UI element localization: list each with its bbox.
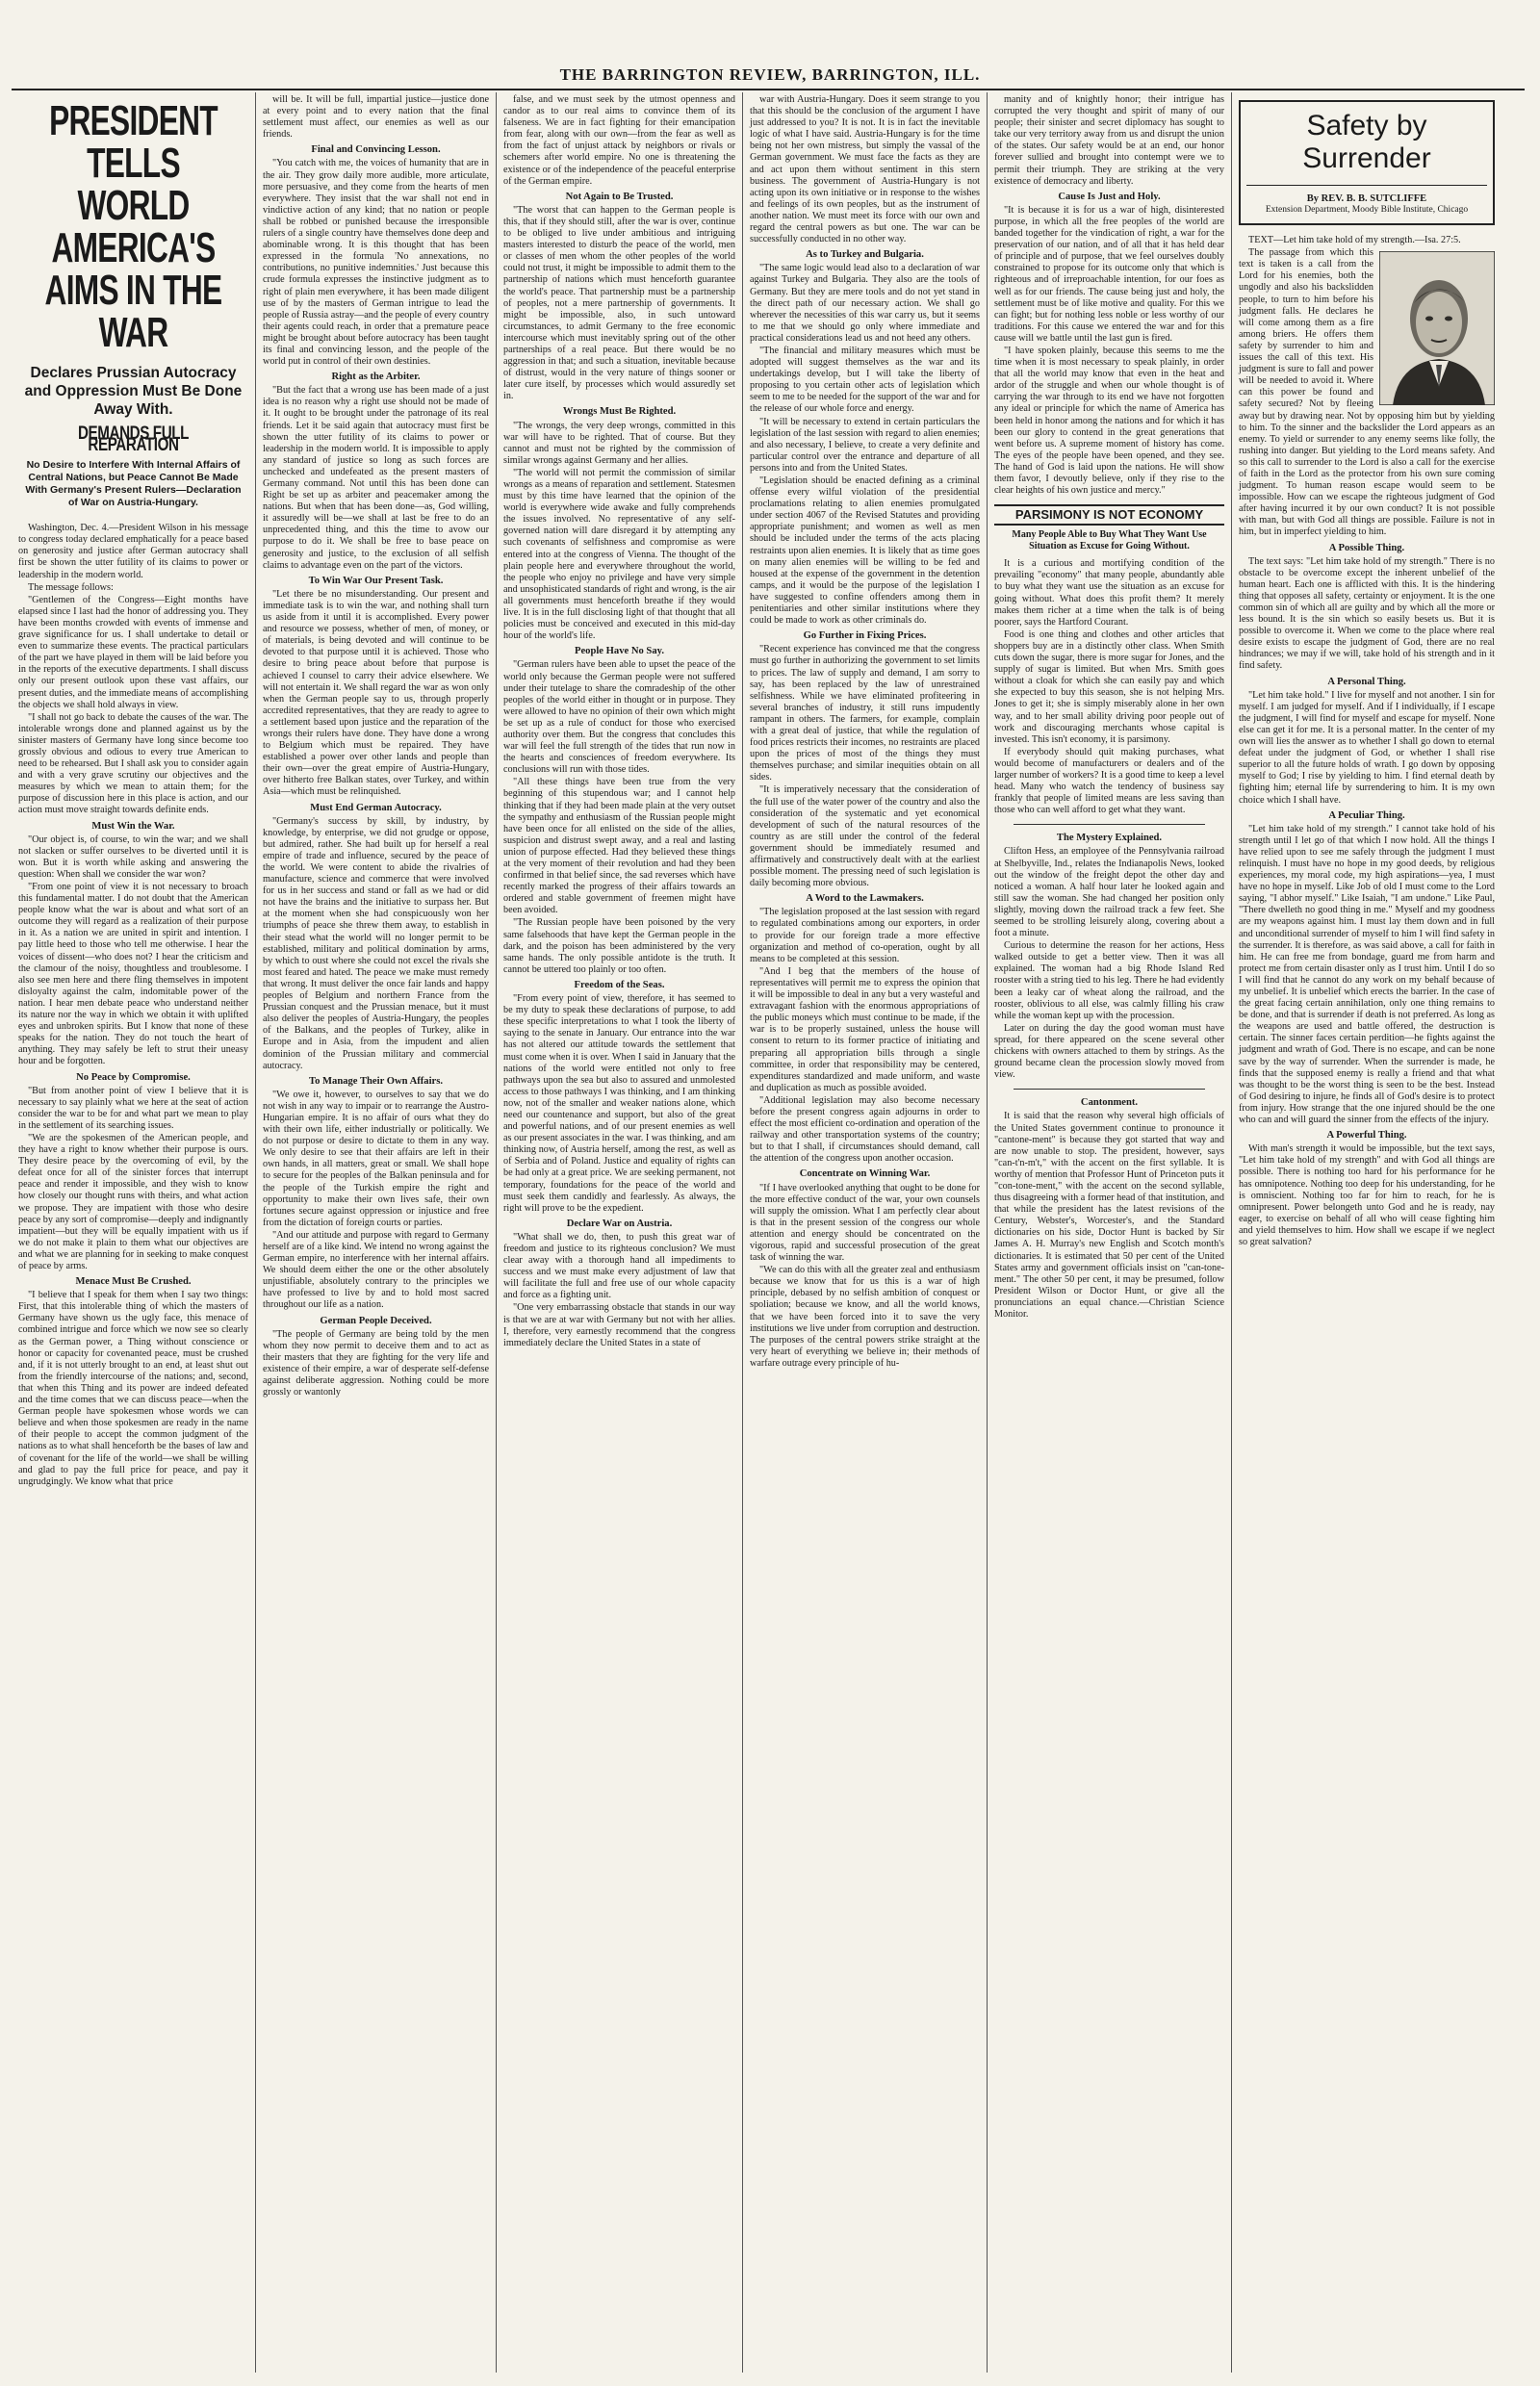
subhead: Wrongs Must Be Righted. (562, 406, 677, 418)
paragraph: Washington, Dec. 4.—President Wilson in his message to congress today declared emphatically for a peace based on generosity and justice after German autocracy shall first be shown the utter futility of its claims to power or leadership in the modern world. (18, 523, 248, 580)
column-3 (497, 92, 743, 2373)
subhead: People Have No Say. (575, 646, 664, 657)
paragraph: "From one point of view it is not necessary to broach this fundamental matter. I do not doubt that the American people know what the war is about and what sort of an outcome they will regard as a realization of their purpose in it. As a nation we are united in spirit and intention. I pay little heed to those who tell me otherwise. I hear the voices of dissent—who does not? I hear the criticism and the clamour of the noisy, thoughtless and troublesome. I also see men here and there fling themselves in impotent disloyalty against the calm, indomitable power of the nation. I hear men debate peace who understand neither its nature nor the way in which we obtain it with uplifted eyes and unbroken spirits. But I know that none of these speaks for the nation. They do not touch the heart of anything. They may safely be left to strut their uneasy hour and be forgotten. (18, 882, 248, 1067)
subhead: To Win War Our Present Task. (308, 575, 444, 586)
deck-1: Declares Prussian Autocracy and Oppression Must Be Done Away With. (24, 365, 243, 418)
subhead: The Mystery Explained. (1056, 833, 1163, 844)
paragraph: war with Austria-Hungary. Does it seem strange to you that this should be the conclusion of the argument I have just addressed to you? It is not. It is in fact the inevitable logic of what I have said. Austria-Hungary is for the time being not her own mistress, but simply the vassal of the German government. We must face the facts as they are and act upon them without sentiment in this stern business. The government of Austria-Hungary is not acting upon its own initiative or in response to the wishes and feelings of its own peoples, but as the instrument of another nation. We must meet its force with our own and regard the central powers as but one. The war can be successfully conducted in no other way. (750, 94, 980, 245)
paragraph: "But from another point of view I believe that it is necessary to say plainly what we here at the seat of action consider the war to be for and what part we mean to play in the settlement of its searching issues. (18, 1085, 248, 1131)
deck-2: DEMANDS FULL REPARATION (77, 423, 190, 456)
paragraph: "From every point of view, therefore, it has seemed to be my duty to speak these declarations of purpose, to add these specific interpretations to what I took the liberty of saying to the senate in January. Our entrance into the war has not altered our attitude towards the settlement that must come when it is over. When I said in January that the nations of the world were entitled not only to free pathways upon the sea but also to assured and unmolested access to those pathways I was thinking, and I am thinking now, not of the smaller and weaker nations alone, which need our countenance and support, but also of the great and powerful nations, and of our present enemies as well as our present associates in the war. I was thinking, and am thinking now, of Austria herself, among the rest, as well as of Serbia and of Poland. Justice and equality of rights can be had only at a great price. We are seeking permanent, not temporary, foundations for the peace of the world and must seek them candidly and fearlessly. As always, the right will prove to be the expedient. (503, 993, 735, 1214)
paragraph: "If I have overlooked anything that ought to be done for the more effective conduct of the war, your own counsels will supply the omission. What I am perfectly clear about is that in the present session of the congress our whole attention and energy should be concentrated on the vigorous, rapid and successful prosecution of the great task of winning the war. (750, 1182, 980, 1264)
paragraph: "The wrongs, the very deep wrongs, committed in this war will have to be righted. That of course. But they cannot and must not be righted by the commission of similar wrongs against Germany and her allies. (503, 420, 735, 466)
paragraph: "Let him take hold." I live for myself and not another. I sin for myself. I am judged for myself. And if I individually, if I escape the judgment, I will find for myself and escape for myself. None else can get it for me. It is a personal matter. In the center of my own will lies the answer as to whether I shall go down to eternal defeat under the judgment of God, or whether I shall rise superior to all the future holds of wrath. I go down by opposing myself to God; I rise by yielding to him. I find eternal death by fighting him; eternal life by surrendering to him. It is my own choice which I shall have. (1239, 689, 1495, 806)
subhead: A Powerful Thing. (1326, 1130, 1407, 1142)
subhead: Go Further in Fixing Prices. (803, 630, 927, 642)
paragraph: "German rulers have been able to upset the peace of the world only because the German people were not suffered under their tutelage to share the comradeship of the other peoples of the world either in thought or in purpose. They were allowed to have no opinion of their own which might be set up as a rule of conduct for those who exercised authority over them. But the congress that concludes this war will feel the full strength of the tides that run now in the hearts and consciences of freedom everywhere. Its conclusions will run with those tides. (503, 659, 735, 776)
subhead: As to Turkey and Bulgaria. (806, 249, 924, 261)
paragraph: It is a curious and mortifying condition of the prevailing "economy" that many people, abundantly able to buy what they want use the situation as an excuse for going without. What does this profit them? It merely makes them richer at a time when the talk is of being poorer, says the Hartford Courant. (994, 558, 1224, 628)
paragraph: "All these things have been true from the very beginning of this stupendous war; and I cannot help thinking that if they had been made plain at the very outset the sympathy and enthusiasm of the Russian people might have been once for all enlisted on the side of the allies, suspicion and distrust swept away, and a real and lasting union of purpose effected. Had they believed these things at the very moment of their revolution and had they been confirmed in that belief since, the sad reverses which have recently marked the progress of their affairs towards an ordered and stable government of freemen might have been avoided. (503, 777, 735, 916)
paragraph: "Additional legislation may also become necessary before the present congress again adjourns in order to effect the most efficient co-ordination and operation of the railway and other transportation systems of the country; but to that I shall, if circumstances should demand, call the attention of the congress upon another occasion. (750, 1094, 980, 1165)
paragraph: "It will be necessary to extend in certain particulars the legislation of the last session with regard to alien enemies; and also necessary, I believe, to create a very definite and particular control over the entrance and departure of all persons into and from the United States. (750, 416, 980, 474)
paragraph: Curious to determine the reason for her actions, Hess walked outside to get a better view. Then it was all explained. The woman had a big Rhode Island Red rooster with a string tied to his leg. There he had evidently been a leaky car of wheat along the railroad, and the rooster, oblivious to all else, was calmly filling his craw while the woman kept up with the procession. (994, 940, 1224, 1021)
paragraph: will be. It will be full, impartial justice—justice done at every point and to every nation that the final settlement must affect, our enemies as well as our friends. (263, 94, 489, 141)
paragraph: Clifton Hess, an employee of the Pennsylvania railroad at Shelbyville, Ind., relates the Indianapolis News, looked out the window of the freight depot the other day and noticed a woman. A half hour later he looked again and still saw the woman. She had changed her position only slightly, moving down the railroad track a few feet. She seemed to be strolling leisurely along, covering about a foot a minute. (994, 846, 1224, 939)
subhead: Must End German Autocracy. (310, 802, 442, 813)
subhead: Final and Convincing Lesson. (311, 144, 441, 156)
paragraph: "Gentlemen of the Congress—Eight months have elapsed since I last had the honor of addressing you. They have been months crowded with events of immense and grave significance for us. I shall undertake to detail or even to summarize these events. The practical particulars of the part we have played in them will be laid before you in the reports of the executive departments. I shall discuss only our present outlook upon these vast affairs, our present duties, and the immediate means of accomplishing the objects we shall hold always in view. (18, 594, 248, 710)
paragraph: "We can do this with all the greater zeal and enthusiasm because we know that for us this is a war of high principle, debased by no selfish ambition of conquest or spoliation; because we know, and all the world knows, that we have been forced into it to save the very institutions we live under from corruption and destruction. The purposes of the central powers strike straight at the very heart of everything we believe in; their methods of warfare outrage every principle of hu- (750, 1265, 980, 1369)
paragraph: "I have spoken plainly, because this seems to me the time when it is most necessary to speak plainly, in order that all the world may know that even in the heat and ardor of the struggle and when our whole thought is of carrying the war through to its end we have not forgotten any ideal or principle for which the name of America has been held in honor among the nations and for which it has been our glory to contend in the great generations that went before us. A supreme moment of history has come. The eyes of the people have been opened, and they see. The hand of God is laid upon the nations. He will show them favor, I devoutly believe, only if they rise to the clear heights of his own justice and mercy." (994, 345, 1224, 497)
subhead: No Peace by Compromise. (76, 1071, 191, 1083)
divider (1014, 824, 1205, 825)
paragraph: With man's strength it would be impossible, but the text says, "Let him take hold of my strength" and with God all things are possible. There is nothing too hard for his performance for he has omnipotence. Nothing too deep for his understanding, for he is omniscient. Nothing too far for him to reach, for he is omnipresent. Power belongeth unto God and he is ready, nay eager, to exercise on behalf of all who will cease fighting him and yield themselves to him. How shall we escape if we neglect so great salvation? (1239, 1143, 1495, 1247)
headline-line-2: WORLD AMERICA'S (51, 182, 216, 271)
paragraph: "I shall not go back to debate the causes of the war. The intolerable wrongs done and planned against us by the sinister masters of Germany have long since become too grossly obvious and odious to every true American to need to be rehearsed. But I shall ask you to consider again and with a very grave scrutiny our objectives and the measures by which we mean to attain them; for the purpose of discussion here in this place is action, and our action must move straight towards definite ends. (18, 711, 248, 816)
subhead: Menace Must Be Crushed. (75, 1276, 192, 1288)
paragraph: "The legislation proposed at the last session with regard to regulated combinations among our exporters, in order to provide for our foreign trade a more effective organization and method of co-operation, ought by all means to be completed at this session. (750, 907, 980, 964)
paragraph: "It is imperatively necessary that the consideration of the full use of the water power of the country and also the consideration of the systematic and yet economical development of such of the natural resources of the country as are still under the control of the federal government should be immediately resumed and affirmatively and constructively dealt with at the earliest possible moment. The pressing need of such legislation is daily becoming more obvious. (750, 784, 980, 889)
column-4 (743, 92, 988, 2373)
headline-line-3: AIMS IN THE WAR (44, 267, 222, 356)
paragraph: manity and of knightly honor; their intrigue has corrupted the very thought and spirit of many of our people; their sinister and secret diplomacy has sought to take our very territory away from us and disrupt the union of the states. Our safety would be at an end, our honor forever sullied and brought into contempt were we to permit their triumph. They are striking at the very existence of democracy and liberty. (994, 94, 1224, 187)
paragraph: "And our attitude and purpose with regard to Germany herself are of a like kind. We intend no wrong against the German empire, no interference with her internal affairs. We should deem either the one or the other absolutely unjustifiable, absolutely contrary to the principles we have professed to live by and to hold most sacred throughout our life as a nation. (263, 1229, 489, 1311)
column-1 (12, 92, 256, 2373)
subhead: A Word to the Lawmakers. (806, 893, 924, 905)
subhead: Concentrate on Winning War. (799, 1168, 931, 1180)
paragraph: "The same logic would lead also to a declaration of war against Turkey and Bulgaria. They also are the tools of Germany. But they are mere tools and do not yet stand in the direct path of our necessary action. We shall go wherever the necessities of this war carry us, but it seems to me that we should go only where immediate and practical considerations lead us and not heed any others. (750, 263, 980, 344)
paragraph: "Recent experience has convinced me that the congress must go further in authorizing the government to set limits to prices. The law of supply and demand, I am sorry to say, has been replaced by the law of unrestrained selfishness. While we have eliminated profiteering in several branches of industry, it still runs impudently rampant in others. The farmers, for example, complain with a great deal of justice, that while the regulation of food prices restricts their incomes, no restraints are placed upon the prices of most of the things they must themselves purchase; and similar inequities obtain on all sides. (750, 644, 980, 783)
author-portrait (1379, 251, 1495, 405)
subhead: Cantonment. (1080, 1097, 1139, 1109)
sermon-byline: By REV. B. B. SUTCLIFFE (1306, 193, 1427, 204)
headline-line-1: PRESIDENT TELLS (49, 97, 218, 187)
paragraph: Later on during the day the good woman must have spread, for there appeared on the scene several other chickens with owners attached to them by strings. As the ground became clean the procession slowly moved from view. (994, 1022, 1224, 1081)
column-6 (1232, 92, 1502, 2373)
subhead: To Manage Their Own Affairs. (308, 1075, 443, 1087)
paragraph: "But the fact that a wrong use has been made of a just idea is no reason why a right use should not be made of it. It ought to be brought under the patronage of its real friends. Let it be said again that autocracy must first be shown the utter futility of its claims to power or leadership in the modern world. It is impossible to apply any standard of justice so long as such forces are unchecked and undefeated as the present masters of Germany command. Not until this has been done can Right be set up as arbiter and peacemaker among the nations. But when that has been done—as, God willing, it assuredly will be—we shall at last be free to do an unprecedented thing, and this the time to avow our purpose to do it. We shall be free to base peace on generosity and justice, to the exclusion of all selfish claims to advantage even on the part of the victors. (263, 385, 489, 571)
paragraph: "We are the spokesmen of the American people, and they have a right to know whether their purpose is ours. They desire peace by the overcoming of evil, by the defeat once for all of the sinister forces that interrupt peace and render it impossible, and they wish to know how closely our thought runs with theirs, and what action we propose. They are impatient with those who desire peace by any sort of compromise—deeply and indignantly impatient—but they will be equally impatient with us if we do not make it plain to them what our objectives are and what we are planning for in seeking to make conquest of peace by arms. (18, 1132, 248, 1271)
paragraph: "Let there be no misunderstanding. Our present and immediate task is to win the war, and nothing shall turn us aside from it until it is accomplished. Every power and resource we possess, whether of men, of money, or of materials, is being devoted and will continue to be devoted to that purpose until it is achieved. Those who desire to bring peace about before that purpose is achieved I counsel to carry their advice elsewhere. We will not entertain it. We shall regard the war as won only when the German people say to us, through properly accredited representatives, that they are ready to agree to a settlement based upon justice and the reparation of the wrongs their rulers have done. They have done a wrong to Belgium which must be repaired. They have established a power over other lands and people than their own—over the great empire of Austria-Hungary, over hitherto free Balkan states, over Turkey, and within Asia—which must be relinquished. (263, 588, 489, 798)
subhead: Freedom of the Seas. (574, 979, 665, 990)
paragraph: "The Russian people have been poisoned by the very same falsehoods that have kept the German people in the dark, and the poison has been administered by the very same hands. The only possible antidote is the truth. It cannot be uttered too plainly or too often. (503, 917, 735, 975)
paragraph: The message follows: (28, 581, 114, 593)
masthead: THE BARRINGTON REVIEW, BARRINGTON, ILL. (559, 65, 981, 84)
paragraph: "What shall we do, then, to push this great war of freedom and justice to its righteous conclusion? We must clear away with a thorough hand all impediments to success and we must make every adjustment of law that will facilitate the full and free use of our whole capacity and force as a fighting unit. (503, 1231, 735, 1301)
paragraph: "Legislation should be enacted defining as a criminal offense every wilful violation of the presidential proclamations relating to alien enemies promulgated under section 4067 of the Revised Statutes and providing appropriate punishment; and women as well as men should be included under the terms of the acts placing restraints upon alien enemies. It is likely that as time goes on many alien enemies will be willing to be fed and housed at the expense of the government in the detention camps, and it would be the purpose of the legislation I have suggested to confine offenders among them in penitentiaries and other similar institutions where they could be made to work as other criminals do. (750, 475, 980, 627)
subhead: Declare War on Austria. (566, 1218, 673, 1229)
subhead: A Personal Thing. (1327, 676, 1406, 687)
subhead: Right as the Arbiter. (331, 372, 421, 383)
columns (12, 92, 1525, 2373)
paragraph: "Let him take hold of my strength." I cannot take hold of his strength until I let go of that which I now hold. All the things I have relied upon to see me safely through the judgment I must relinquish. I must have no hope in my good deeds, by religious experiences, my moral code, my high aspirations—yea, I must have no hope in myself. Like Job of old I must come to the Lord saying, "I abhor myself." Like Isaiah, "I am undone." Like Paul, "There dwelleth no good thing in me." Myself and my goodness are my weapons against him. I must lay them down and in full and unconditional surrender of myself to him I will find safety in the surrender. It is therefore, as was said above, a call for faith in him. He can free me from bondage, guard me from harm and protect me from certain disaster only as I trust him. Until I do so I will find that he cannot do any work on my behalf because of my unbelief. It is unbelief which erects the barrier. In the case of the great facing certain annihilation, only one thing remains to be done, and that is surrender if death is not preferred. As long as the weapons are used and battle offered, the destruction is certain. The sinner faces certain perdition—he fights against the judgment and wrath of God. There is no escape, and can be none save by the way of surrender. When the surrender is made, he finds that the supposed enemy is really a friend and that what was thought to be the worst thing is seen to be the best. Instead of God desiring to injure, he finds all of God's desire is to protect from injury. How strange that the one injured should be the one who can and will guard the sinner from the effects of the injury. (1239, 823, 1495, 1126)
subhead: German People Deceived. (320, 1315, 432, 1326)
sermon-title-line-1: Safety by (1306, 110, 1427, 141)
title-rule (1246, 185, 1487, 186)
paragraph: "You catch with me, the voices of humanity that are in the air. They grow daily more audible, more articulate, more persuasive, and they come from the hearts of men everywhere. They insist that the war shall not end in vindictive action of any kind; that no nation or people shall be robbed or punished because the irresponsible rulers of a single country have themselves done deep and abominable wrong. It is this thought that has been expressed in the formula 'No annexations, no contributions, no punitive indemnities.' Just because this crude formula expresses the instinctive judgment as to right of plain men everywhere, it has been made diligent use of by the masters of German intrigue to lead the people of Russia astray—and the people of every country their agents could reach, in order that a premature peace might be brought about before autocracy has been taught its final and convincing lesson, and the people of the world put in control of their own destinies. (263, 158, 489, 368)
lead-headline (23, 97, 244, 356)
column-2 (256, 92, 497, 2373)
column-5 (988, 92, 1232, 2373)
paragraph: The text says: "Let him take hold of my strength." There is no obstacle to be overcome except the inherent unbelief of the human heart. Each one is afflicted with this. It is the hindering thing that opposes all safety, certainty or enjoyment. It is the one common sin of which all are guilty and by which all the more or less bound. It is the sin which so easily besets us. But it is possible to overcome it. When we come to the place where real desire exists to escape the judgment of God, there are no real hindrances; we may if we will, take hold of his strength and in it find safety. (1239, 555, 1495, 672)
paragraph: "The financial and military measures which must be adopted will suggest themselves as the war and its undertakings develop, but I will take the liberty of proposing to you certain other acts of legislation which seem to me to be needed for the support of the war and for the release of our whole force and energy. (750, 345, 980, 415)
inset-headline: PARSIMONY IS NOT ECONOMY (994, 504, 1224, 526)
paragraph: false, and we must seek by the utmost openness and candor as to our real aims to convince them of its falseness. We are in fact fighting for their emancipation from fear, along with our own—from the fear as well as from the fact of unjust attack by neighbors or rivals or schemers after world empire. No one is threatening the existence or of the independence of the peaceful enterprise of the German empire. (503, 94, 735, 187)
subhead: Not Again to Be Trusted. (565, 191, 674, 202)
paragraph: "I believe that I speak for them when I say two things: First, that this intolerable thing of which the masters of Germany have shown us the ugly face, this menace of combined intrigue and force which we now see so clearly as the German power, a Thing without conscience or honor or capacity for covenanted peace, must be crushed and, if it is not utterly brought to an end, at least shut out from the friendly intercourse of the nations; and, second, that when this Thing and its power are indeed defeated and the time comes that we can discuss peace—when the German people have spokesmen whose words we can believe and when those spokesmen are ready in the name of their people to accept the common judgment of the nations as to what shall henceforth be the bases of law and of covenant for the life of the world—we shall be willing and glad to pay the full price for peace, and pay it ungrudgingly. We know what that price (18, 1290, 248, 1487)
divider (1014, 1089, 1205, 1090)
paragraph: "One very embarrassing obstacle that stands in our way is that we are at war with Germany but not with her allies. I, therefore, very earnestly recommend that the congress immediately declare the United States in a state of (503, 1302, 735, 1348)
deck-3: No Desire to Interfere With Internal Affairs of Central Nations, but Peace Cannot Be Made With Germany's Present Rulers—Declaration of War on Austria-Hungary. (25, 459, 242, 509)
inset-deck: Many People Able to Buy What They Want Use Situation as Excuse for Going Without. (1012, 529, 1207, 552)
subhead: Cause Is Just and Holy. (1058, 191, 1161, 202)
paragraph: "The world will not permit the commission of similar wrongs as a means of reparation and settlement. Statesmen must by this time have learned that the opinion of the world is everywhere wide awake and fully comprehends the issues involved. No representative of any self-governed nation will dare disregard it by attempting any such covenants of selfishness and compromise as were entered into at the congress of Vienna. The thought of the plain people here and everywhere throughout the world, the people who enjoy no privilege and have very simple and unsophisticated standards of right and wrong, is the air all governments must henceforth breathe if they would live. It is in the full disclosing light of that thought that all policies must be conceived and executed in this mid-day hour of the world's life. (503, 467, 735, 642)
paragraph: "And I beg that the members of the house of representatives will permit me to express the opinion that it will be impossible to deal in any but a very wasteful and extravagant fashion with the enormous appropriations of the public moneys which must continue to be made, if the war is to be properly sustained, unless the house will consent to return to its former practice of initiating and preparing all appropriation bills through a single committee, in order that responsibility may be centered, expenditures standardized and made uniform, and waste and duplication as much as possible avoided. (750, 965, 980, 1093)
sermon-affiliation: Extension Department, Moody Bible Institute, Chicago (1265, 205, 1469, 216)
paragraph: "Our object is, of course, to win the war; and we shall not slacken or suffer ourselves to be diverted until it is won. But it is worth while asking and answering the question: When shall we consider the war won? (18, 834, 248, 880)
paragraph: If everybody should quit making purchases, what would become of manufacturers or dealers and of the larger number of workers? It is a good time to keep a level head. Many who watch the tendency of business say frankly that people of limited means are less saving than those who can well afford to get what they want. (994, 746, 1224, 816)
masthead-rule (12, 89, 1525, 90)
paragraph: It is said that the reason why several high officials of the United States government continue to pronounce it "cantone-ment" is because they got started that way and are now unable to stop. The president, however, says "can-t'n-m't," with the accent on the first syllable. It is worthy of mention that Professor Hunt of Princeton puts it "con-tone-ment," with the accent on the second syllable, thus disagreeing with a former head of that institution, and that while the president has the latest revisions of the Century, Webster's, Worcester's, and the Standard dictionaries on his side, Doctor Hunt is backed by Sir James A. H. Murray's new English and Scotch month's dictionaries. It is estimated that 50 per cent of the United States army and government officials insist on "can-tone-ment." The other 50 per cent, it may be presumed, follow President Wilson or Doctor Hunt, or give all the pronunciations an equal chance.—Christian Science Monitor. (994, 1111, 1224, 1320)
subhead: Must Win the War. (91, 820, 175, 832)
subhead: A Peculiar Thing. (1328, 809, 1405, 821)
paragraph: Food is one thing and clothes and other articles that shoppers buy are in a distinctly other class. When Smith cuts down the sugar, there is more sugar for Jones, and the supply of sugar is limited. But when Mrs. Smith goes without a cloak for which she can easily pay and which she expected to buy this season, she is not helping Mrs. Jones to get it; she is simply miserably alone in her own way, and to her small ability driving poor people out of work and discouraging merchants whose capital is invested. This isn't economy, it is parsimony. (994, 629, 1224, 745)
sermon-title-box (1239, 100, 1495, 225)
sermon-text-verse: TEXT—Let him take hold of my strength.—Isa. 27:5. (1248, 235, 1461, 246)
paragraph: "The worst that can happen to the German people is this, that if they should still, after the war is over, continue to be obliged to live under ambitious and intriguing masters interested to disturb the peace of the world, men or classes of men whom the other peoples of the world could not trust, it might be impossible to admit them to the partnership of nations which must henceforth guarantee the world's peace. That partnership must be a partnership of peoples, not a mere partnership of governments. It might be impossible, also, in such untoward circumstances, to admit Germany to the free economic intercourse which must inevitably spring out of the other partnerships of a real peace. But there would be no aggression in that; and such a situation, inevitable because of distrust, would in the very nature of things sooner or later cure itself, by processes which would assuredly set in. (503, 204, 735, 402)
paragraph: "We owe it, however, to ourselves to say that we do not wish in any way to impair or to rearrange the Austro-Hungarian empire. It is no affair of ours what they do with their own life, either industrially or politically. We do not purpose or desire to dictate to them in any way. We only desire to see that their affairs are left in their own hands, in all matters, great or small. We shall hope to secure for the peoples of the Balkan peninsula and for the people of the Turkish empire the right and opportunity to make their own lives safe, their own fortunes secure against oppression or injustice and free from the dictation of foreign courts or parties. (263, 1089, 489, 1228)
subhead: A Possible Thing. (1328, 542, 1405, 553)
sermon-title-line-2: Surrender (1302, 142, 1431, 174)
paragraph: "The people of Germany are being told by the men whom they now permit to deceive them and to act as their masters that they are fighting for the very life and existence of their empire, a war of desperate self-defense against deliberate aggression. Nothing could be more grossly or wantonly (263, 1328, 489, 1398)
paragraph: "Germany's success by skill, by industry, by knowledge, by enterprise, we did not grudge or oppose, but admired, rather. She had built up for herself a real empire of trade and influence, secured by the peace of the world. We were content to abide the rivalries of manufacture, science and commerce that were involved for us in her success and stand or fall as we had or did not have the brains and the initiative to surpass her. But at the moment when she had conspicuously won her triumphs of peace she threw them away, to establish in their stead what the world will no longer permit to be established, military and political domination by arms, by which to oust where she could not excel the rivals she most feared and hated. The peace we make must remedy that wrong. It must deliver the once fair lands and happy peoples of Belgium and northern France from the Prussian conquest and the Prussian menace, but it must also deliver the peoples of Austria-Hungary, the peoples of the Balkans, and the peoples of Turkey, alike in Europe and in Asia, from the impudent and alien dominion of the Prussian military and commercial autocracy. (263, 815, 489, 1071)
paragraph: "It is because it is for us a war of high, disinterested purpose, in which all the free peoples of the world are banded together for the vindication of right, a war for the preservation of our nation, and of all that it has held dear of principle and of purpose, that we feel ourselves doubly constrained to propose for its outcome only that which is righteous and of irreproachable intention, for our foes as well as for our friends. The cause being just and holy, the settlement must be of like motive and quality. For this we can fight; but for nothing less noble or less worthy of our traditions. For this cause we entered the war and for this cause will we battle until the last gun is fired. (994, 204, 1224, 344)
paragraph: The passage from which this text is taken is a call from the Lord for his enemies, both the ungodly and also his backslidden people, to turn to him before his judgment falls. He declares he will come among them as a fire among briers. He offers them safety by surrender to him and issues the call of this text. His judgment is sure to fall and power will be needed to avoid it. Where can this power be found and safety secured? Not by fleeing away but by drawing near. Not by opposing him but by yielding to him. To the sinner and the backslider the Lord appears as an enemy. To yield or surrender to any enemy seems like folly, the rushing into danger. But yielding to the Lord means safety. And so this call to surrender to the Lord is also a call for the exercise of faith in the Lord as the protector from his own sure coming judgment. To human reason escape would seem to be impossible. How can we escape the righteous judgment of God after having incurred it by our own conduct? It is not possible with man, but with God all things are possible. Failure is not in him, but in imperfect yielding to him. (1239, 247, 1495, 538)
